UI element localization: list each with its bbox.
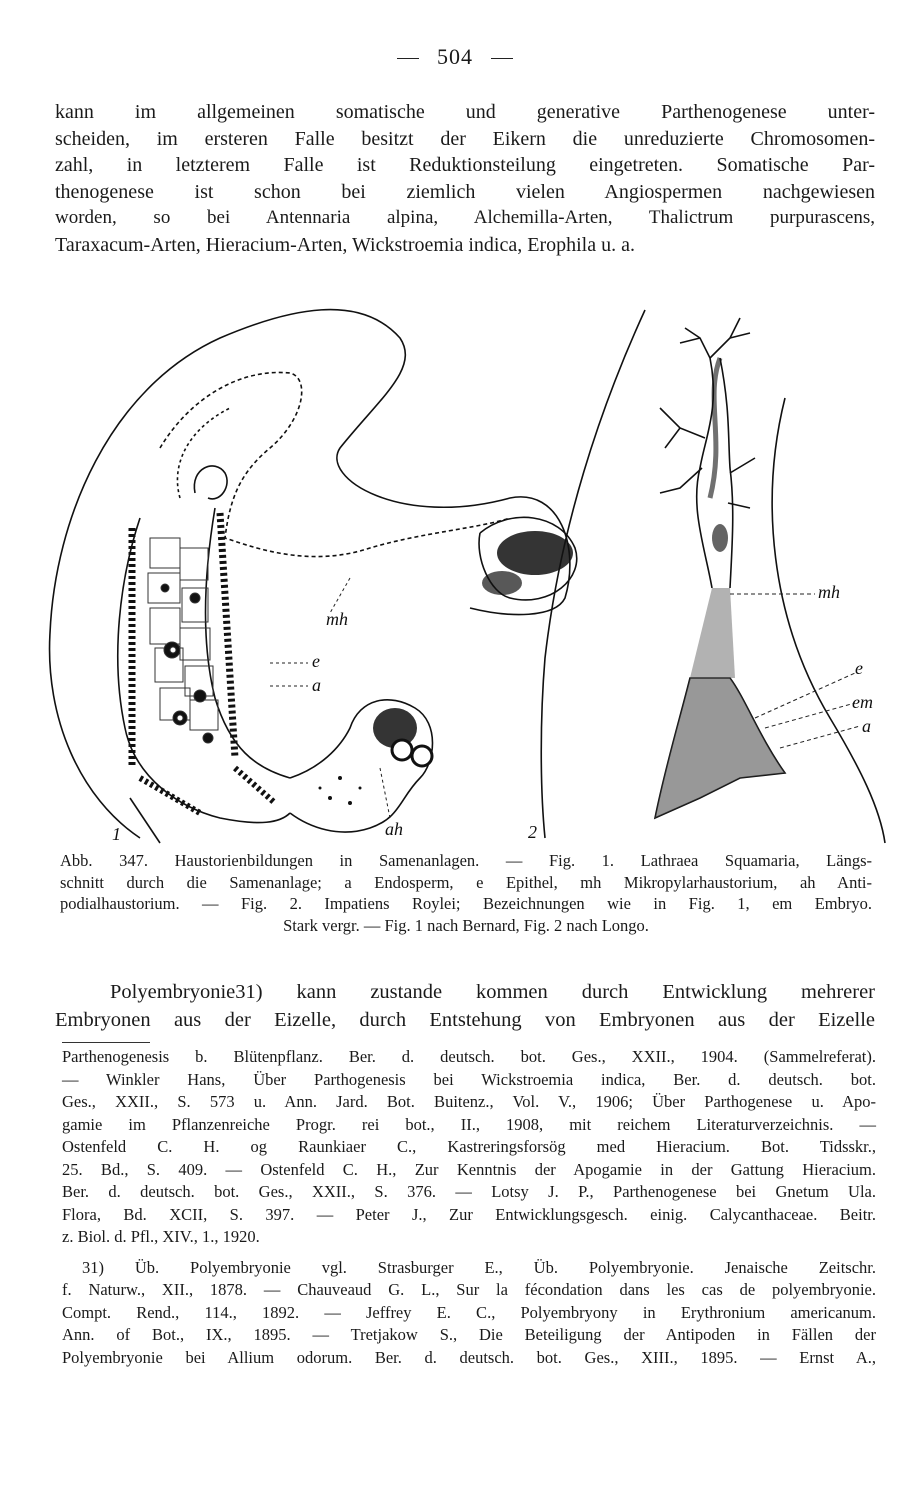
intro-line: Taraxacum-Arten, Hieracium-Arten, Wickstroemia indica, Erophila u. a.	[55, 233, 635, 256]
caption-line: Stark vergr. — Fig. 1 nach Bernard, Fig. 2 nach Longo.	[283, 915, 649, 935]
caption-line: podialhaustorium. — Fig. 2. Impatiens Roylei; Bezeichnungen wie in Fig. 1, em Embryo.	[60, 894, 872, 913]
label-a-fig1: a	[312, 675, 321, 695]
footnote-line: Parthenogenesis b. Blütenpflanz. Ber. d. deutsch. bot. Ges., XXII., 1904. (Sammelreferat).	[62, 1047, 876, 1066]
footnote-line: Ges., XXII., S. 573 u. Ann. Jard. Bot. Buitenz., Vol. V., 1906; Über Parthogenese u. Apo-	[62, 1092, 876, 1111]
figure-347	[40, 298, 890, 846]
footnote-line: — Winkler Hans, Über Parthogenesis bei Wickstroemia indica, Ber. d. deutsch. bot.	[62, 1069, 876, 1089]
intro-line: scheiden, im ersteren Falle besitzt der Eikern die unreduzierte Chromosomen-	[55, 127, 875, 150]
footnote-line: Ostenfeld C. H. og Raunkiaer C., Kastreringsforsög med Hieracium. Bot. Tidsskr.,	[62, 1137, 876, 1156]
footnote-31-line: 31) Üb. Polyembryonie vgl. Strasburger E., Üb. Polyembryonie. Jenaische Zeitschr.	[82, 1257, 876, 1277]
label-a-fig2: a	[862, 716, 871, 736]
page-number	[0, 44, 910, 70]
label-fig1: 1	[112, 824, 121, 844]
label-ah: ah	[385, 819, 403, 839]
intro-line: thenogenese ist schon bei ziemlich vielen Angiospermen nachgewiesen	[55, 180, 875, 203]
fig1-epithelium	[132, 513, 275, 813]
label-em: em	[852, 692, 873, 712]
fig1-haustoria	[319, 531, 574, 805]
footnote-31-line: Ann. of Bot., IX., 1895. — Tretjakow S., Die Beteiligung der Antipoden in Fällen der	[62, 1325, 876, 1344]
footnote-line: gamie im Pflanzenreiche Progr. rei bot., II., 1908, mit reichem Literaturverzeichnis. —	[62, 1114, 876, 1134]
label-e-fig2: e	[855, 658, 863, 678]
caption-line: schnitt durch die Samenanlage; a Endosperm, e Epithel, mh Mikropylarhaustorium, ah Anti-	[60, 872, 872, 892]
footnote-line: 25. Bd., S. 409. — Ostenfeld C. H., Zur Kenntnis der Apogamie in der Gattung Hieracium.	[62, 1159, 876, 1179]
intro-line: worden, so bei Antennaria alpina, Alchemilla-Arten, Thalictrum purpurascens,	[55, 207, 875, 228]
footnote-line: Flora, Bd. XCII, S. 397. — Peter J., Zur Entwicklungsgesch. einig. Calycanthaceae. Beitr.	[62, 1204, 876, 1224]
label-e-fig1: e	[312, 651, 320, 671]
footnote-rule	[62, 1042, 150, 1043]
page-number-dash-left	[397, 58, 419, 59]
footnotes	[62, 1046, 876, 1369]
label-mh-fig2: mh	[818, 582, 840, 602]
page-number-dash-right	[491, 58, 513, 59]
figure-caption	[60, 850, 872, 936]
page-number-value: 504	[437, 44, 473, 69]
footnote-line: Ber. d. deutsch. bot. Ges., XXII., S. 376. — Lotsy J. P., Parthenogenese bei Gnetum Ula.	[62, 1182, 876, 1201]
polyembryonie-paragraph	[55, 978, 875, 1034]
caption-line: Abb. 347. Haustorienbildungen in Samenanlagen. — Fig. 1. Lathraea Squamaria, Längs-	[60, 851, 872, 870]
figure-drawing	[40, 298, 890, 846]
fig1-endosperm	[148, 538, 218, 743]
polyembryonie-line: Polyembryonie31) kann zustande kommen durch Entwicklung mehrerer	[110, 981, 875, 1003]
polyembryonie-line: Embryonen aus der Eizelle, durch Entstehung von Embryonen aus der Eizelle	[55, 1009, 875, 1031]
label-mh-fig1: mh	[326, 609, 348, 629]
footnote-31-line: Polyembryonie bei Allium odorum. Ber. d. deutsch. bot. Ges., XIII., 1895. — Ernst A.,	[62, 1347, 876, 1367]
intro-paragraph	[55, 99, 875, 258]
label-fig2: 2	[528, 822, 537, 842]
footnote-line: z. Biol. d. Pfl., XIV., 1., 1920.	[62, 1227, 260, 1246]
intro-line: kann im allgemeinen somatische und generative Parthenogenese unter-	[55, 101, 875, 123]
footnote-31-line: f. Naturw., XII., 1878. — Chauveaud G. L., Sur la fécondation dans les cas de polyembryonie.	[62, 1280, 876, 1299]
footnote-31-line: Compt. Rend., 114., 1892. — Jeffrey E. C., Polyembryony in Erythronium americanum.	[62, 1302, 876, 1322]
fig2-tissue	[655, 358, 785, 818]
intro-line: zahl, in letzterem Falle ist Reduktionsteilung eingetreten. Somatische Par-	[55, 154, 875, 176]
